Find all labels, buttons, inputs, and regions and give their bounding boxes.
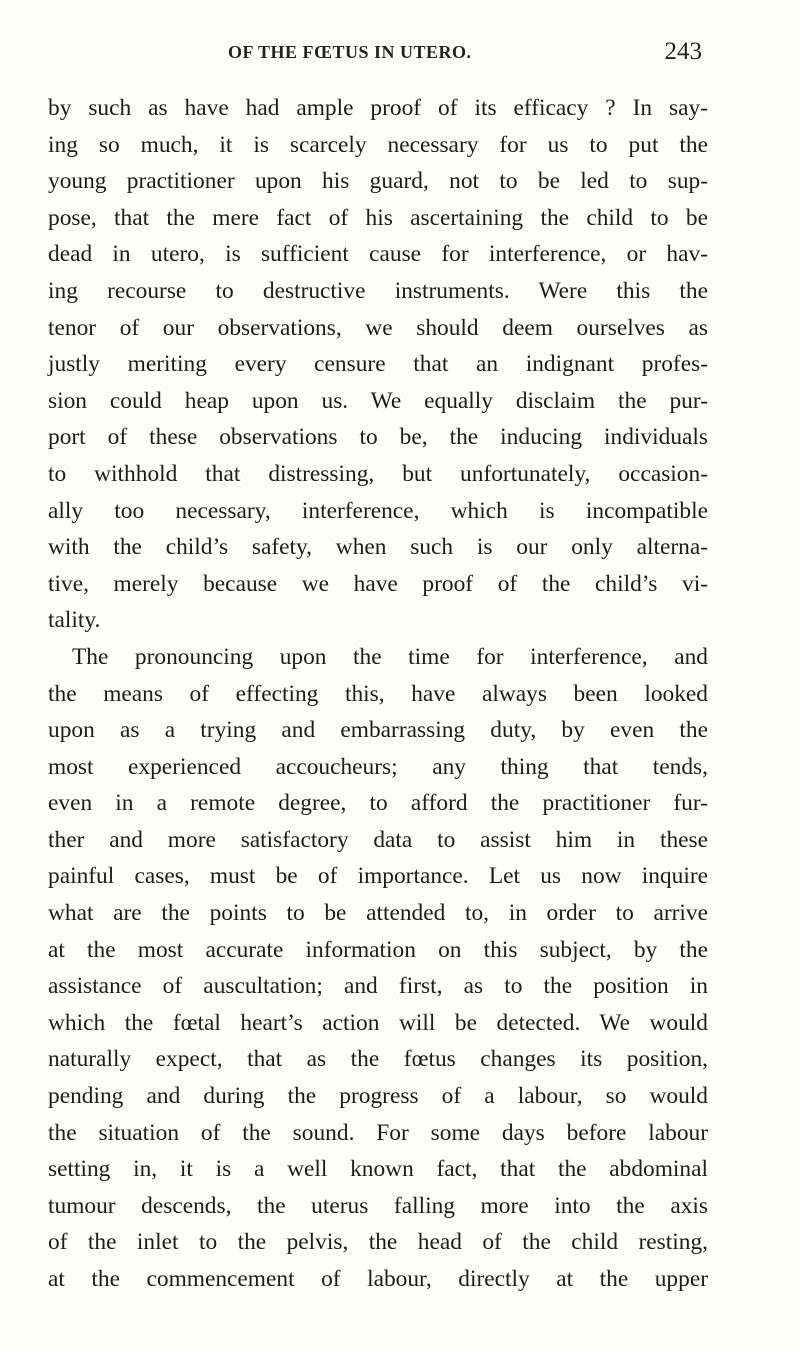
text-line: the means of effecting this, have always been looked bbox=[48, 680, 708, 707]
page-number: 243 bbox=[664, 38, 702, 65]
text-line: dead in utero, is sufficient cause for interference, or hav- bbox=[48, 241, 708, 268]
paragraph-2 bbox=[48, 639, 708, 1298]
text-line: painful cases, must be of importance. Let us now inquire bbox=[48, 863, 708, 890]
text-line: ing so much, it is scarcely necessary for us to put the bbox=[48, 131, 708, 158]
paragraph-1 bbox=[48, 90, 708, 639]
text-line: naturally expect, that as the fœtus changes its position, bbox=[48, 1046, 708, 1073]
text-line: The pronouncing upon the time for interference, and bbox=[72, 643, 708, 670]
text-line: tive, merely because we have proof of the child’s vi- bbox=[48, 570, 708, 597]
text-line: setting in, it is a well known fact, that the abdominal bbox=[48, 1156, 708, 1183]
text-line: at the commencement of labour, directly at the upper bbox=[48, 1266, 708, 1292]
text-line: by such as have had ample proof of its efficacy ? In say- bbox=[48, 95, 708, 121]
text-line: to withhold that distressing, but unfortunately, occasion- bbox=[48, 460, 708, 487]
text-line: ally too necessary, interference, which is incompatible bbox=[48, 497, 708, 524]
text-line: with the child’s safety, when such is our only alterna- bbox=[48, 534, 708, 561]
text-line: assistance of auscultation; and first, as to the position in bbox=[48, 973, 708, 1000]
running-title: OF THE FŒTUS IN UTERO. bbox=[228, 42, 472, 62]
text-line: justly meriting every censure that an indignant profes- bbox=[48, 351, 708, 378]
running-head bbox=[48, 38, 708, 68]
text-line: port of these observations to be, the inducing individuals bbox=[48, 424, 708, 451]
text-line: tumour descends, the uterus falling more into the axis bbox=[48, 1192, 708, 1219]
text-line: tality. bbox=[48, 607, 101, 634]
text-line: sion could heap upon us. We equally disclaim the pur- bbox=[48, 387, 708, 414]
text-line: upon as a trying and embarrassing duty, by even the bbox=[48, 717, 708, 744]
text-line: ther and more satisfactory data to assist him in these bbox=[48, 826, 708, 853]
text-line: even in a remote degree, to afford the practitioner fur- bbox=[48, 790, 708, 817]
text-line: of the inlet to the pelvis, the head of the child resting, bbox=[48, 1229, 708, 1256]
text-line: tenor of our observations, we should deem ourselves as bbox=[48, 314, 708, 341]
text-line: at the most accurate information on this subject, by the bbox=[48, 936, 708, 963]
text-line: what are the points to be attended to, in order to arrive bbox=[48, 900, 708, 927]
body-text bbox=[48, 90, 708, 1298]
text-line: young practitioner upon his guard, not to be led to sup- bbox=[48, 168, 708, 195]
text-line: pose, that the mere fact of his ascertaining the child to be bbox=[48, 204, 708, 231]
text-line: pending and during the progress of a labour, so would bbox=[48, 1083, 708, 1110]
text-line: most experienced accoucheurs; any thing that tends, bbox=[48, 753, 708, 780]
text-line: the situation of the sound. For some days before labour bbox=[48, 1119, 708, 1146]
text-line: ing recourse to destructive instruments. Were this the bbox=[48, 277, 708, 304]
text-line: which the fœtal heart’s action will be detected. We would bbox=[48, 1009, 708, 1036]
